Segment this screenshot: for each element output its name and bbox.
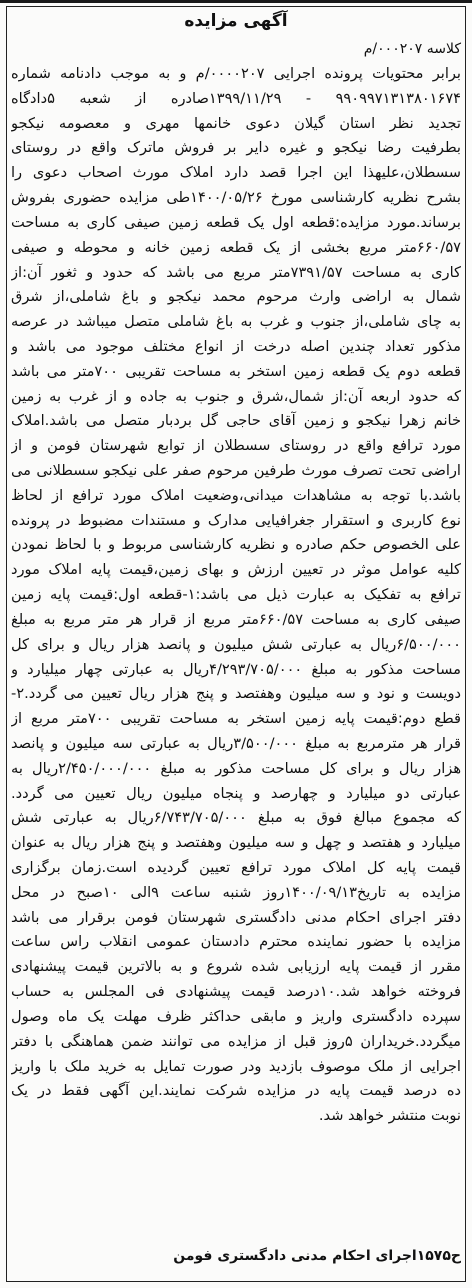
notice-body-line: مقرر از قیمت پایه ارزیابی شده شروع و به بالاترین قیمت پیشنهادی xyxy=(11,958,461,976)
notice-body-line: ۶/۵۰۰/۰۰۰ریال به عبارتی شش میلیون و پانصد هزار ریال و برای کل xyxy=(11,635,461,653)
notice-body-line: سسطلان،علیهذا این اجرا قصد دارد املاک مورث اصحاب دعوی را xyxy=(11,164,461,182)
notice-body-line: کلیه عوامل موثر در تعیین ارزش و بهای زمین،قیمت پایه املاک مورد xyxy=(11,561,461,579)
notice-body-line: میگردد.خریداران ۵روز قبل از مزایده می توانند ضمن هماهنگی با دفتر xyxy=(11,1032,461,1050)
notice-body-line: مزایده به تاریخ۱۴۰۰/۰۹/۱۳روز شنبه ساعت ۹الی ۱۰صبح در محل xyxy=(11,883,461,901)
notice-body-line: کاری به مساحت ۷۳۹۱/۵۷متر مربع می باشد که حدود و ثغور آن:از xyxy=(11,263,461,281)
notice-body-line: که مجموع مبالغ فوق به مبلغ ۶/۷۴۳/۷۰۵/۰۰۰ریال به عبارتی شش xyxy=(11,809,461,827)
notice-body-line: خانم زهرا نیکجو و زمین آقای حاجی گل بردبار متصل می باشد.املاک xyxy=(11,412,461,430)
notice-title: آگهی مزایده xyxy=(184,11,288,31)
notice-body-line: دویست و نود و سه میلیون وهفتصد و پنج هزار ریال تعیین می گردد.۲- xyxy=(11,685,461,703)
notice-body-line: نوبت منتشر خواهد شد. xyxy=(318,1107,461,1125)
notice-body-line: به چای شاملی،از جنوب و غرب به باغ شاملی متصل میباشد در عرصه xyxy=(11,313,461,331)
notice-body-line: عبارتی دو میلیارد و چهارصد و پنجاه میلیون ریال تعیین می گردد. xyxy=(11,784,461,802)
case-number: کلاسه ۰۰۰۲۰۷/م xyxy=(363,41,461,57)
notice-body-line: که حدود اربعه آن:از شمال،شرق و جنوب به جاده و از غرب به زمین xyxy=(11,387,461,405)
notice-body-line: اجرایی از ملک موصوف بازدید ودر صورت تمایل به خرید ملک با واریز xyxy=(11,1057,461,1075)
notice-body-line: دفتر اجرای احکام مدنی دادگستری شهرستان فومن برقرار می باشد xyxy=(11,908,461,926)
notice-body-line: بطرفیت رضا نیکجو و غیره دایر بر فروش ماترک واقع در روستای xyxy=(11,139,461,157)
notice-body-line: سپرده دادگستری واریز و مابقی حداکثر ظرف مهلت یک ماه وصول xyxy=(11,1007,461,1025)
notice-body-line: قطعه دوم یک قطعه زمین استخر به مساحت تقریبی ۷۰۰متر می باشد xyxy=(11,362,461,380)
notice-footer: ح۱۵۷۵اجرای احکام مدنی دادگستری فومن xyxy=(173,1248,461,1264)
notice-body-line: ۶۶۰/۵۷متر مربع بخشی از یک قطعه زمین خانه و محوطه و صیفی xyxy=(11,238,461,256)
notice-body-line: برابر محتویات پرونده اجرایی ۰۰۰۰۲۰۷/م و به موجب دادنامه شماره xyxy=(11,65,461,82)
notice-body-line: باشد.با توجه به مشاهدات میدانی،وضعیت املاک مورد ترافع از لحاظ xyxy=(11,486,461,504)
notice-body-line: بشرح نظریه کارشناسی مورخ ۱۴۰۰/۰۵/۲۶طی مزایده حضوری بفروش xyxy=(11,189,461,207)
notice-body-line: مساحت مذکور به مبلغ ۴/۲۹۳/۷۰۵/۰۰۰ریال به عبارتی چهار میلیارد و xyxy=(11,660,461,678)
top-rule xyxy=(0,0,472,3)
notice-body-line: فروخته خواهد شد.۱۰درصد قیمت پیشنهادی فی المجلس به حساب xyxy=(11,983,461,1001)
notice-body-line: ۹۹۰۹۹۷۱۳۱۳۸۰۱۶۷۴ - ۱۳۹۹/۱۱/۲۹صادره از شعبه ۵دادگاه xyxy=(11,89,461,107)
notice-body-line: قرار هر مترمربع به مبلغ ۳/۵۰۰/۰۰۰ریال به عبارتی سه میلیون و پانصد xyxy=(11,734,461,752)
notice-body-line: شمال به اراضی وارث مرحوم محمد نیکجو و باغ شاملی،از شرق xyxy=(11,288,461,306)
notice-body xyxy=(11,62,461,1129)
notice-content xyxy=(11,6,461,1278)
notice-body-line: مزایده با حضور نماینده محترم دادستان عمومی انقلاب راس ساعت xyxy=(11,933,461,951)
notice-body-line: علی الخصوص حکم صادره و نظریه کارشناسی مربوط و با لحاظ نمودن xyxy=(11,536,461,554)
notice-body-line: نوع کاربری و استقرار جغرافیایی مدارک و مستندات مضبوط در پرونده xyxy=(11,511,461,529)
notice-body-line: صیفی کاری به مساحت ۶۶۰/۵۷متر مربع از قرار هر متر مربع به مبلغ xyxy=(11,610,461,628)
notice-body-line: ده درصد قیمت پایه در مزایده شرکت نمایند.این آگهی فقط در یک xyxy=(11,1082,461,1100)
notice-body-line: برساند.مورد مزایده:قطعه اول یک قطعه زمین صیفی کاری به مساحت xyxy=(11,213,461,231)
notice-body-line: تجدید نظر استان گیلان دعوی خانمها مهری و معصومه نیکجو xyxy=(11,114,461,132)
notice-body-line: قطع دوم:قیمت پایه زمین استخر به مساحت تقریبی ۷۰۰متر مربع از xyxy=(11,710,461,728)
notice-body-line: ترافع به تفکیک به عبارت ذیل می باشد:۱-قطعه اول:قیمت پایه زمین xyxy=(11,586,461,604)
notice-body-line: اراضی تحت تصرف مورث طرفین مرحوم صفر علی نیکجو سسطلانی می xyxy=(11,462,461,479)
notice-body-line: قیمت پایه کل املاک مورد ترافع تعیین گردیده است.زمان برگزاری xyxy=(11,859,461,876)
notice-body-line: مورد ترافع واقع در روستای سسطلان از توابع شهرستان فومن و از xyxy=(11,437,461,455)
notice-body-line: هزار ریال و برای کل مساحت مذکور به مبلغ ۲/۴۵۰/۰۰۰/۰۰۰ریال به xyxy=(11,759,461,777)
notice-body-line: مذکور تعداد چندین اصله درخت از انواع مختلف موجود می باشد و xyxy=(11,337,461,355)
notice-body-line: میلیارد و هفتصد و چهل و سه میلیون وهفتصد و پنج هزار ریال به عنوان xyxy=(11,834,461,852)
